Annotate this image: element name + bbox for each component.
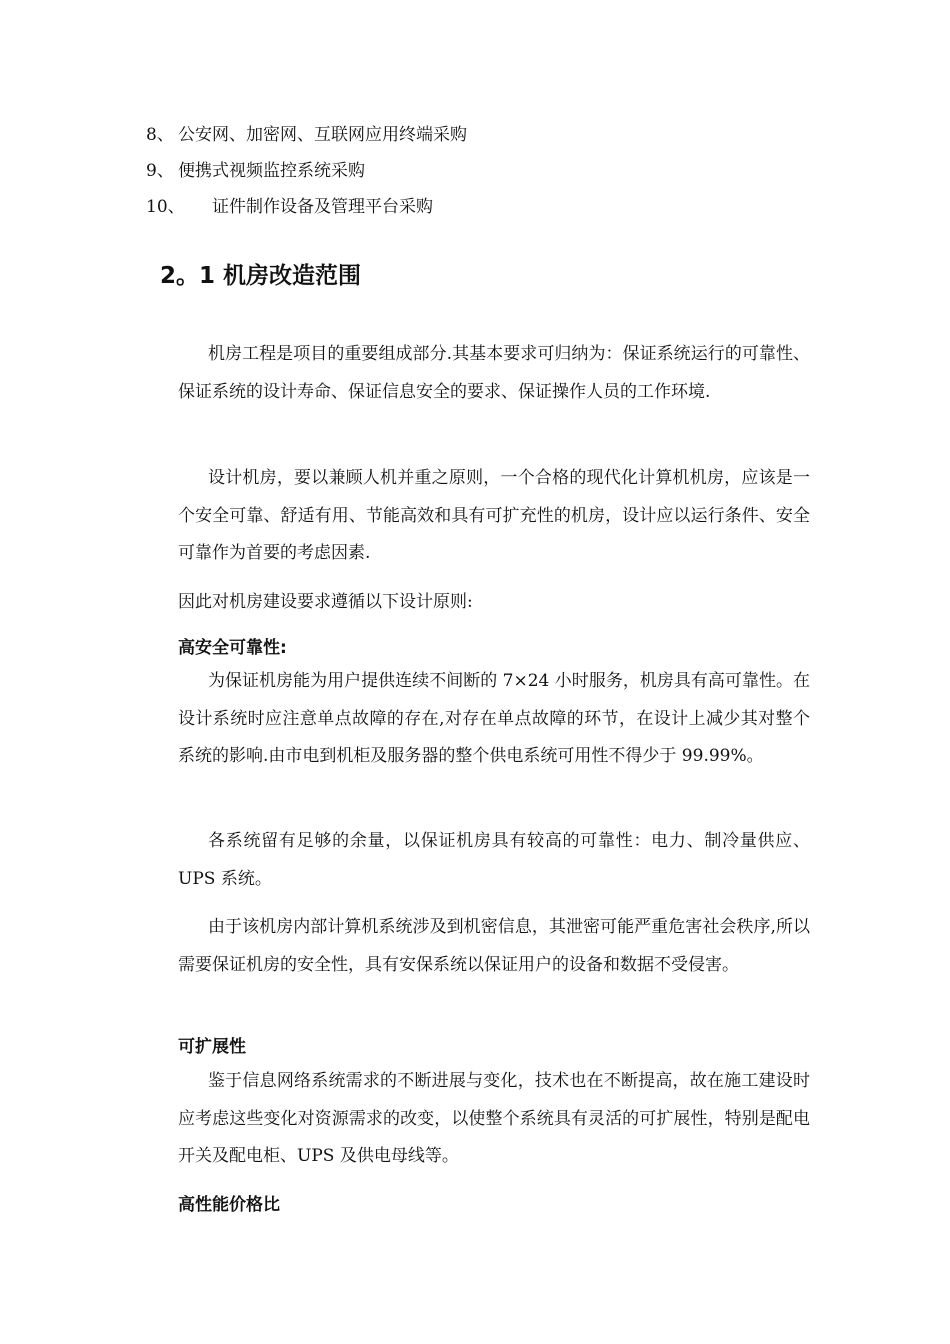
- list-item: [146, 159, 365, 183]
- paragraph-high-security-1: 为保证机房能为用户提供连续不间断的 7×24 小时服务，机房具有高可靠性。在设计系统时应注意单点故障的存在,对存在单点故障的环节，在设计上减少其对整个系统的影响.由市电到机柜及服务器的整个供电系统可用性不得少于 99.99%。: [178, 671, 810, 766]
- subheading-high-security: 高安全可靠性:: [178, 638, 287, 658]
- list-item-text: 便携式视频监控系统采购: [178, 161, 365, 181]
- paragraph-design-principle: 设计机房，要以兼顾人机并重之原则，一个合格的现代化计算机机房，应该是一个安全可靠、舒适有用、节能高效和具有可扩充性的机房，设计应以运行条件、安全可靠作为首要的考虑因素.: [178, 468, 810, 563]
- paragraph-high-security-3: 由于该机房内部计算机系统涉及到机密信息，其泄密可能严重危害社会秩序,所以需要保证机房的安全性，具有安保系统以保证用户的设备和数据不受侵害。: [178, 917, 810, 975]
- section-heading: 2。1 机房改造范围: [160, 263, 362, 289]
- paragraph-high-security-2: 各系统留有足够的余量，以保证机房具有较高的可靠性：电力、制冷量供应、UPS 系统。: [178, 831, 810, 889]
- subheading-cost-performance: 高性能价格比: [178, 1195, 280, 1215]
- paragraph-scalability: 鉴于信息网络系统需求的不断进展与变化，技术也在不断提高，故在施工建设时应考虑这些变化对资源需求的改变，以使整个系统具有灵活的可扩展性，特别是配电开关及配电柜、UPS 及供电母线等。: [178, 1071, 810, 1166]
- list-item: [146, 195, 433, 219]
- list-item: [146, 123, 467, 147]
- paragraph-design-intro: 因此对机房建设要求遵循以下设计原则:: [178, 592, 473, 612]
- list-item-text: 证件制作设备及管理平台采购: [212, 197, 433, 217]
- paragraph-requirements: 机房工程是项目的重要组成部分.其基本要求可归纳为：保证系统运行的可靠性、保证系统的设计寿命、保证信息安全的要求、保证操作人员的工作环境.: [178, 344, 810, 402]
- subheading-scalability: 可扩展性: [178, 1037, 246, 1057]
- list-item-number: 10、: [146, 197, 185, 217]
- list-item-text: 公安网、加密网、互联网应用终端采购: [178, 125, 467, 145]
- list-item-number: 8、: [146, 125, 174, 145]
- list-item-number: 9、: [146, 161, 174, 181]
